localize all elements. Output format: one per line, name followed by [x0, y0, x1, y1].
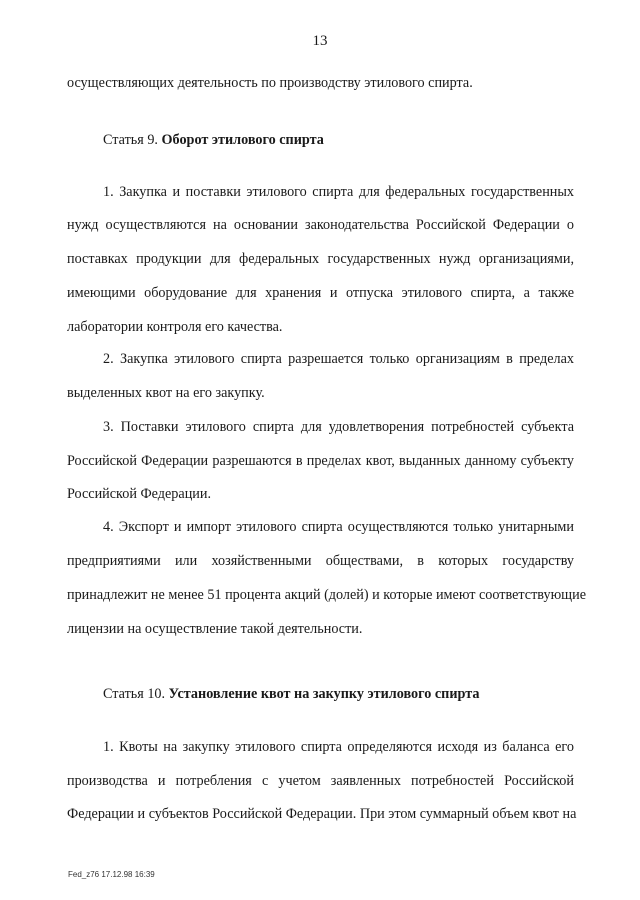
- a9-p4-line: принадлежит не менее 51 процента акций (долей) и которые имеют соответствующие: [67, 587, 586, 603]
- a9-p1-line: имеющими оборудование для хранения и отпуска этилового спирта, а также: [67, 285, 574, 301]
- footer-stamp: Fed_z76 17.12.98 16:39: [68, 870, 155, 879]
- a9-p2-line: 2. Закупка этилового спирта разрешается только организациям в пределах: [103, 351, 574, 367]
- a9-p1-line: нужд осуществляются на основании законодательства Российской Федерации о: [67, 217, 574, 233]
- article-9-title: Оборот этилового спирта: [161, 132, 324, 148]
- a9-p1-line: 1. Закупка и поставки этилового спирта для федеральных государственных: [103, 184, 574, 200]
- a10-p1-line: производства и потребления с учетом заявленных потребностей Российской: [67, 773, 574, 789]
- a9-p3-line: 3. Поставки этилового спирта для удовлетворения потребностей субъекта: [103, 419, 574, 435]
- article-10-title: Установление квот на закупку этилового спирта: [168, 686, 480, 702]
- a10-p1-line: 1. Квоты на закупку этилового спирта определяются исходя из баланса его: [103, 739, 574, 755]
- article-9-heading: [103, 132, 324, 149]
- a9-p2-line: выделенных квот на его закупку.: [67, 385, 265, 401]
- a9-p4-line: 4. Экспорт и импорт этилового спирта осуществляются только унитарными: [103, 519, 574, 535]
- a9-p3-line: Российской Федерации.: [67, 486, 212, 502]
- a9-p3-line: Российской Федерации разрешаются в пределах квот, выданных данному субъекту: [67, 453, 574, 469]
- article-10-prefix: Статья 10.: [103, 686, 166, 702]
- a9-p1-line: лаборатории контроля его качества.: [67, 319, 283, 335]
- article-9-prefix: Статья 9.: [103, 132, 158, 148]
- article-10-heading: [103, 686, 479, 703]
- page-number: 13: [312, 33, 328, 49]
- a9-p4-line: предприятиями или хозяйственными обществами, в которых государству: [67, 553, 574, 569]
- a9-p1-line: поставках продукции для федеральных государственных нужд организациями,: [67, 251, 574, 267]
- continuation-line: осуществляющих деятельность по производству этилового спирта.: [67, 75, 473, 91]
- a10-p1-line: Федерации и субъектов Российской Федерации. При этом суммарный объем квот на: [67, 806, 577, 822]
- a9-p4-line: лицензии на осуществление такой деятельности.: [67, 621, 363, 637]
